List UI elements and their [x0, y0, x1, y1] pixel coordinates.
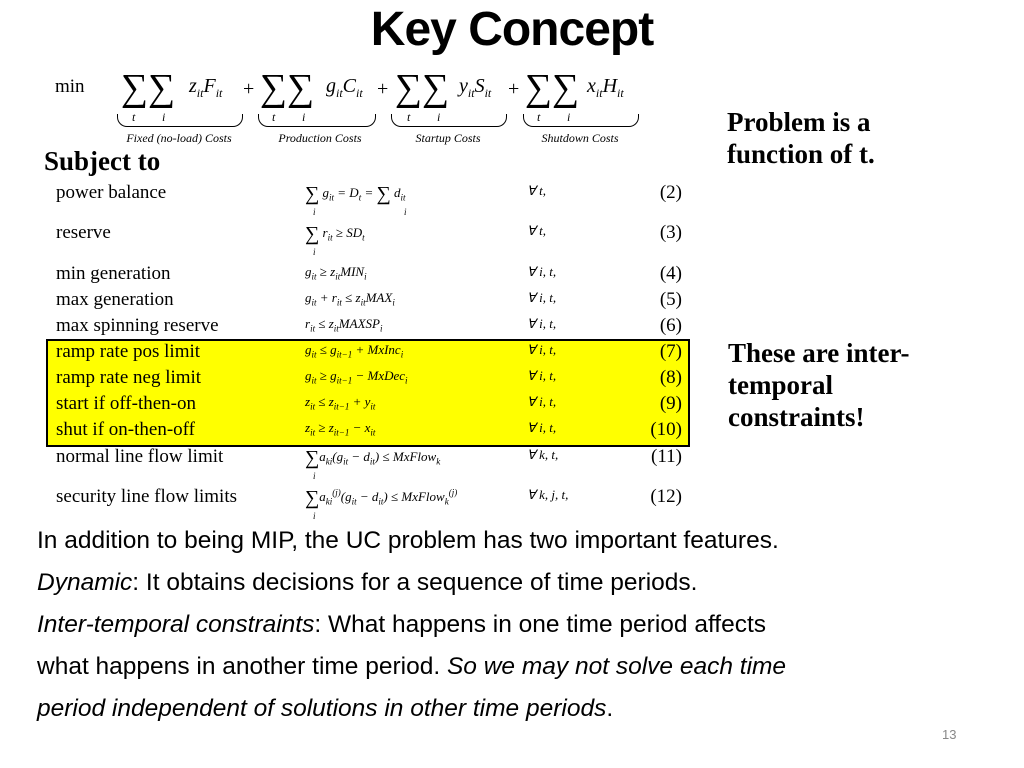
- constraint-formula: $g_{it} + r_{it} \le z_{it}MAX_i$: [305, 290, 395, 308]
- sum-index-t: t: [132, 110, 136, 124]
- equation-number: (3): [659, 222, 682, 243]
- double-sum-symbol: ∑∑: [525, 67, 580, 109]
- constraint-name: max spinning reserve: [56, 315, 219, 336]
- production-cost-term: [260, 68, 380, 150]
- underbrace: [258, 114, 376, 127]
- constraint-name: max generation: [56, 289, 174, 310]
- equation-number: (6): [659, 315, 682, 336]
- constraint-row: [0, 486, 700, 521]
- startup-cost-expression: $y_{it}S_{it}$: [459, 75, 492, 100]
- body-line: Dynamic: It obtains decisions for a sequence of time periods.: [37, 569, 698, 596]
- equation-number: (10): [650, 419, 682, 440]
- constraint-name: ramp rate pos limit: [56, 341, 201, 362]
- underbrace: [523, 114, 639, 127]
- slide-title: Key Concept: [370, 3, 654, 56]
- double-sum-symbol: ∑∑: [395, 67, 450, 109]
- constraint-row: [0, 289, 700, 315]
- constraint-name: power balance: [56, 182, 167, 203]
- fixed-cost-term: [117, 68, 247, 150]
- startup-cost-term: [395, 68, 510, 150]
- double-sum-symbol: ∑∑: [260, 67, 315, 109]
- sum-index-i: i: [162, 110, 166, 124]
- equation-number: (2): [659, 182, 682, 203]
- constraint-formula: $g_{it} \le g_{it-1}$ + MxInc$_i$: [305, 342, 404, 360]
- constraint-quantifier: ∀ i, t,: [527, 368, 557, 383]
- constraint-name: security line flow limits: [56, 486, 238, 507]
- constraint-formula: $z_{it} \le z_{it-1} + y_{it}$: [305, 394, 376, 412]
- constraint-row: [0, 263, 700, 289]
- equation-number: (8): [659, 367, 682, 388]
- shutdown-cost-term: [525, 68, 645, 150]
- constraint-formula: $\sum a_{ki}(g_{it} - d_{it})$ ≤ MxFlow$_k$ i: [305, 447, 441, 481]
- fixed-cost-expression: $z_{it}F_{it}$: [189, 75, 223, 100]
- sum-index-i: i: [302, 110, 306, 124]
- constraint-formula: $\sum a_{ki}^{(j)}(g_{it} - d_{it})$ ≤ MxFlow$_k^{(j)}$ i: [305, 487, 458, 521]
- underbrace: [117, 114, 243, 127]
- shutdown-cost-label: Shutdown Costs: [541, 131, 619, 145]
- side-note-function-of-t: Problem is a function of t.: [727, 107, 875, 169]
- constraint-row: [0, 367, 700, 393]
- constraint-formula: $g_{it} \ge z_{it}MIN_i$: [305, 264, 367, 282]
- plus-sign: +: [243, 78, 255, 100]
- dynamic-term: Dynamic: [37, 569, 133, 596]
- constraint-row: [0, 222, 700, 257]
- constraint-formula: ∑ $r_{it} \ge SD_t$ i: [305, 223, 365, 257]
- constraint-quantifier: ∀ t,: [527, 223, 547, 238]
- constraint-name: ramp rate neg limit: [56, 367, 202, 388]
- constraint-quantifier: ∀ i, t,: [527, 342, 557, 357]
- subject-to-heading: Subject to: [44, 146, 161, 176]
- equation-number: (5): [659, 289, 682, 310]
- constraint-name: shut if on-then-off: [56, 419, 195, 440]
- body-line: Inter-temporal constraints: What happens in one time period affects: [37, 611, 767, 638]
- constraint-formula: $z_{it} \ge z_{it-1} - x_{it}$: [305, 420, 376, 438]
- body-line: what happens in another time period. So we may not solve each time: [37, 653, 787, 680]
- sum-index-t: t: [407, 110, 411, 124]
- fixed-cost-label: Fixed (no-load) Costs: [126, 131, 232, 145]
- body-text: [37, 520, 1007, 730]
- constraint-row: [0, 341, 700, 367]
- plus-sign: +: [377, 78, 389, 100]
- constraint-name: normal line flow limit: [56, 446, 224, 467]
- constraint-quantifier: ∀ i, t,: [527, 420, 557, 435]
- objective-function: [55, 68, 655, 150]
- constraint-row: [0, 315, 700, 341]
- double-sum-symbol: ∑∑: [121, 67, 176, 109]
- constraint-quantifier: ∀ k, j, t,: [527, 487, 569, 502]
- body-line: period independent of solutions in other time periods.: [37, 695, 614, 722]
- intertemporal-term: Inter-temporal constraints: [37, 611, 315, 638]
- constraint-row: [0, 419, 700, 445]
- equation-number: (4): [659, 263, 682, 284]
- plus-sign: +: [508, 78, 520, 100]
- shutdown-cost-expression: $x_{it}H_{it}$: [587, 75, 624, 100]
- underbrace: [391, 114, 507, 127]
- sum-index-t: t: [537, 110, 541, 124]
- constraint-quantifier: ∀ k, t,: [527, 447, 559, 462]
- page-number: 13: [942, 727, 957, 742]
- constraint-formula: ∑ $g_{it} = D_t$ = ∑ $d_{it}$ i i: [305, 183, 407, 217]
- constraint-quantifier: ∀ i, t,: [527, 394, 557, 409]
- constraint-quantifier: ∀ i, t,: [527, 290, 557, 305]
- constraint-row: [0, 393, 700, 419]
- production-cost-expression: $g_{it}C_{it}$: [326, 75, 363, 100]
- production-cost-label: Production Costs: [278, 131, 362, 145]
- constraint-quantifier: ∀ i, t,: [527, 264, 557, 279]
- sum-index-t: t: [272, 110, 276, 124]
- constraint-quantifier: ∀ t,: [527, 183, 547, 198]
- constraint-name: reserve: [56, 222, 111, 243]
- body-line: In addition to being MIP, the UC problem has two important features.: [37, 527, 779, 554]
- min-label: min: [55, 76, 85, 97]
- constraint-quantifier: ∀ i, t,: [527, 316, 557, 331]
- sum-index-i: i: [567, 110, 571, 124]
- equation-number: (7): [659, 341, 682, 362]
- sum-index-i: i: [437, 110, 441, 124]
- constraint-name: min generation: [56, 263, 171, 284]
- equation-number: (11): [651, 446, 682, 467]
- side-note-intertemporal: These are inter- temporal constraints!: [728, 338, 910, 432]
- constraint-row: [0, 446, 700, 481]
- equation-number: (9): [659, 393, 682, 414]
- constraint-name: start if off-then-on: [56, 393, 196, 414]
- equation-number: (12): [650, 486, 682, 507]
- constraint-formula: $g_{it} \ge g_{it-1}$ − MxDec$_i$: [305, 368, 408, 386]
- constraint-formula: $r_{it}$ ≤ $z_{it}MAXSP_i$: [305, 316, 383, 334]
- startup-cost-label: Startup Costs: [415, 131, 481, 145]
- constraint-row: [0, 182, 700, 217]
